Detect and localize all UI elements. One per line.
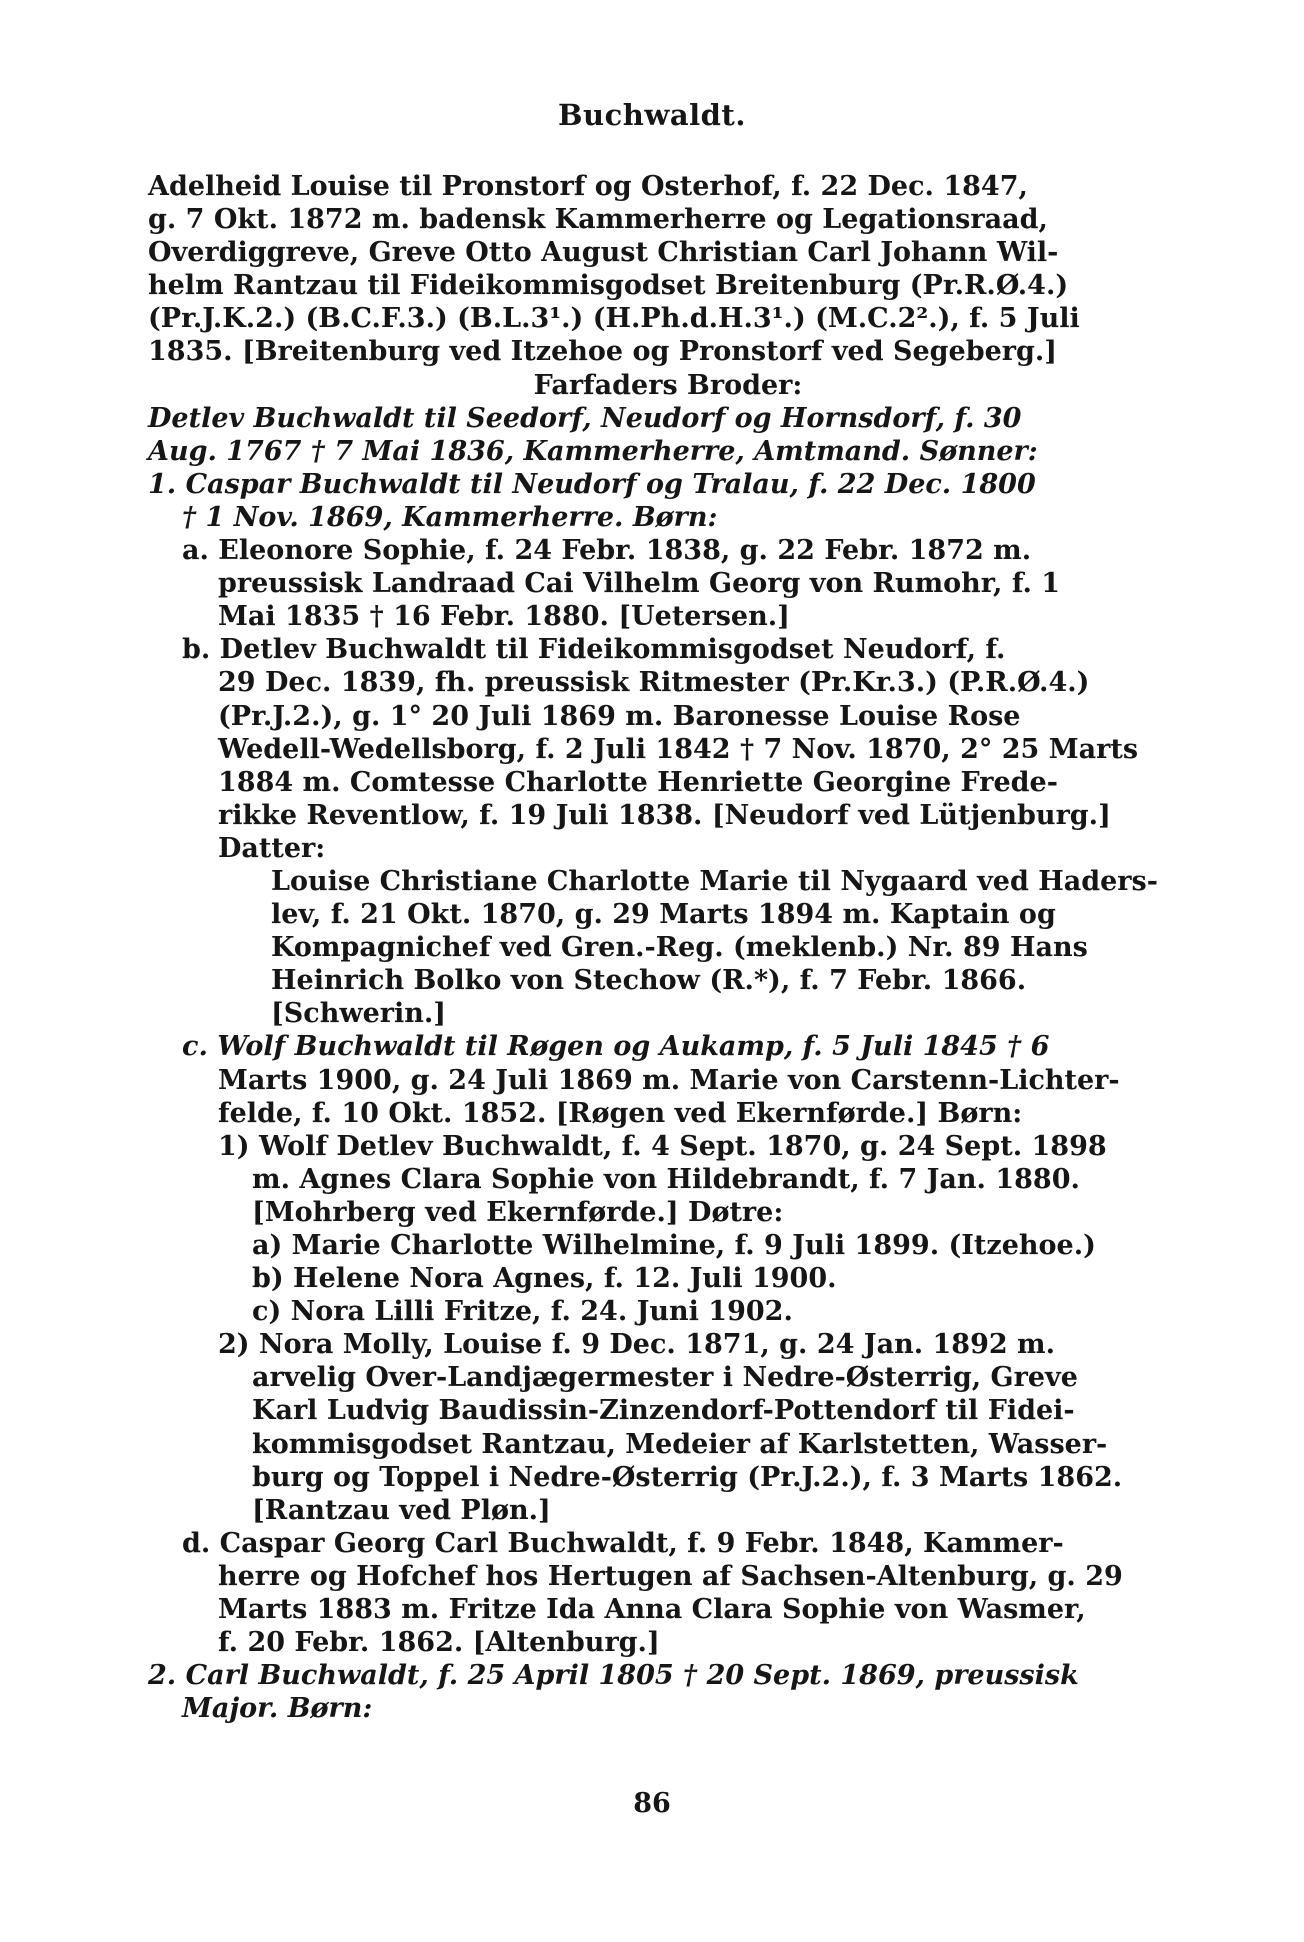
page-number: 86 <box>633 1788 671 1819</box>
text-line: [Schwerin.] <box>271 998 447 1030</box>
page-header: Buchwaldt. <box>558 98 746 132</box>
text-line: Wedell-Wedellsborg, f. 2 Juli 1842 † 7 Nov. 1870, 2° 25 Marts <box>218 733 1139 765</box>
text-line: b) Helene Nora Agnes, f. 12. Juli 1900. <box>252 1263 837 1295</box>
text-line: f. 20 Febr. 1862. [Altenburg.] <box>218 1627 660 1659</box>
text-line: Datter: <box>218 832 326 864</box>
text-line: c) Nora Lilli Fritze, f. 24. Juni 1902. <box>252 1296 793 1328</box>
text-line: 2. Carl Buchwaldt, f. 25 April 1805 † 20 Sept. 1869, preussisk <box>148 1660 1079 1692</box>
text-line: [Mohrberg ved Ekernførde.] Døtre: <box>252 1196 784 1228</box>
text-line: preussisk Landraad Cai Vilhelm Georg von Rumohr, f. 1 <box>218 568 1061 600</box>
text-line: 1835. [Breitenburg ved Itzehoe og Pronstorf ved Segeberg.] <box>148 336 1058 368</box>
text-line: 29 Dec. 1839, fh. preussisk Ritmester (Pr.Kr.3.) (P.R.Ø.4.) <box>218 667 1090 699</box>
text-line: d. Caspar Georg Carl Buchwaldt, f. 9 Febr. 1848, Kammer- <box>182 1527 1064 1559</box>
text-line: Detlev Buchwaldt til Seedorf, Neudorf og Hornsdorf, f. 30 <box>148 402 1022 434</box>
text-line: c. Wolf Buchwaldt til Røgen og Aukamp, f. 5 Juli 1845 † 6 <box>182 1031 1050 1063</box>
text-line: burg og Toppel i Nedre-Østerrig (Pr.J.2.), f. 3 Marts 1862. <box>252 1461 1123 1493</box>
text-line: herre og Hofchef hos Hertugen af Sachsen-Altenburg, g. 29 <box>218 1560 1123 1592</box>
text-line: 1884 m. Comtesse Charlotte Henriette Georgine Frede- <box>218 766 1058 798</box>
text-line: b. Detlev Buchwaldt til Fideikommisgodset Neudorf, f. <box>182 634 1006 666</box>
text-line: lev, f. 21 Okt. 1870, g. 29 Marts 1894 m. Kaptain og <box>271 899 1056 931</box>
text-line: Aug. 1767 † 7 Mai 1836, Kammerherre, Amtmand. Sønner: <box>148 435 1038 467</box>
body-text <box>148 170 1188 1725</box>
text-line: Mai 1835 † 16 Febr. 1880. [Uetersen.] <box>218 601 790 633</box>
text-line: helm Rantzau til Fideikommisgodset Breitenburg (Pr.R.Ø.4.) <box>148 270 1069 302</box>
text-line: a) Marie Charlotte Wilhelmine, f. 9 Juli 1899. (Itzehoe.) <box>252 1230 1096 1261</box>
text-line: † 1 Nov. 1869, Kammerherre. Børn: <box>182 501 718 533</box>
text-line: felde, f. 10 Okt. 1852. [Røgen ved Ekernførde.] Børn: <box>218 1097 1023 1129</box>
text-line: Heinrich Bolko von Stechow (R.*), f. 7 Febr. 1866. <box>271 965 1027 997</box>
text-line: a. Eleonore Sophie, f. 24 Febr. 1838, g. 22 Febr. 1872 m. <box>182 535 1032 567</box>
text-line: Karl Ludvig Baudissin-Zinzendorf-Pottendorf til Fidei- <box>252 1395 1075 1427</box>
text-line: (Pr.J.K.2.) (B.C.F.3.) (B.L.3¹.) (H.Ph.d.H.3¹.) (M.C.2².), f. 5 Juli <box>148 303 1080 335</box>
text-line: g. 7 Okt. 1872 m. badensk Kammerherre og Legationsraad, <box>148 204 1048 236</box>
text-line: (Pr.J.2.), g. 1° 20 Juli 1869 m. Baronesse Louise Rose <box>218 700 1021 732</box>
text-line: Overdiggreve, Greve Otto August Christian Carl Johann Wil- <box>148 237 1059 269</box>
text-line: Louise Christiane Charlotte Marie til Nygaard ved Haders- <box>271 865 1158 897</box>
text-line: m. Agnes Clara Sophie von Hildebrandt, f. 7 Jan. 1880. <box>252 1163 1080 1195</box>
text-line: 1. Caspar Buchwaldt til Neudorf og Tralau, f. 22 Dec. 1800 <box>148 468 1036 500</box>
text-line: Marts 1883 m. Fritze Ida Anna Clara Sophie von Wasmer, <box>218 1594 1086 1626</box>
text-line: 2) Nora Molly, Louise f. 9 Dec. 1871, g. 24 Jan. 1892 m. <box>218 1329 1056 1361</box>
text-line: Adelheid Louise til Pronstorf og Osterhof, f. 22 Dec. 1847, <box>148 171 1028 202</box>
text-line: rikke Reventlow, f. 19 Juli 1838. [Neudorf ved Lütjenburg.] <box>218 799 1111 831</box>
text-line: arvelig Over-Landjægermester i Nedre-Østerrig, Greve <box>252 1362 1078 1394</box>
text-line: Kompagnichef ved Gren.-Reg. (meklenb.) Nr. 89 Hans <box>271 932 1088 964</box>
text-line: 1) Wolf Detlev Buchwaldt, f. 4 Sept. 1870, g. 24 Sept. 1898 <box>218 1130 1107 1162</box>
text-line: kommisgodset Rantzau, Medeier af Karlstetten, Wasser- <box>252 1428 1108 1460</box>
text-line: Farfaders Broder: <box>533 369 803 401</box>
text-line: Marts 1900, g. 24 Juli 1869 m. Marie von Carstenn-Lichter- <box>218 1064 1120 1096</box>
text-line: [Rantzau ved Pløn.] <box>252 1494 551 1526</box>
text-line: Major. Børn: <box>182 1693 373 1725</box>
